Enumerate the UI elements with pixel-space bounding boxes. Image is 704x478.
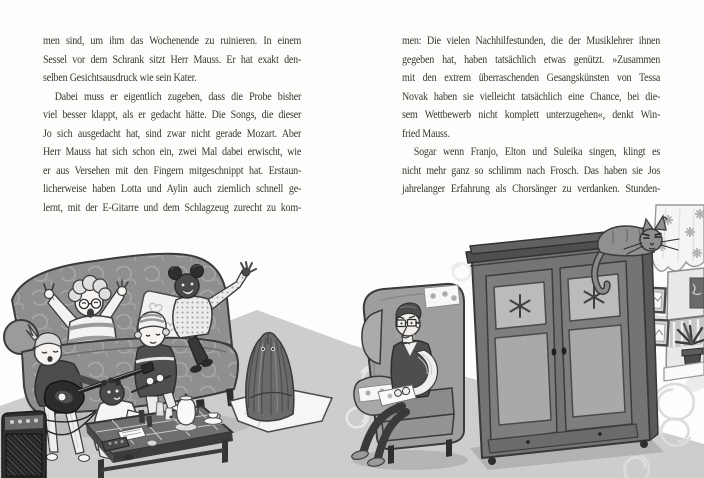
text-line: men sind, um ihm das Wochenende zu ruinieren. In einem [43,33,302,47]
text-line: Sessel vor dem Schrank sitzt Herr Mauss. Er hat exakt den- [43,51,302,66]
text-line: men: Die vielen Nachhilfestunden, die der Musiklehrer ihnen [402,33,661,47]
amp-grille [6,434,42,476]
text-line: Herr Mauss hat sich schon ein, zwei Mal dabei erwischt, wie [43,144,302,158]
text-line: sem Wettbewerb nicht komplett unterzugehen«, denkt Win- [402,107,661,121]
text-line: er aus Versehen mit den Fingern mitgeschnippt hat. Erstaun- [43,162,302,177]
text-line: jahrelanger Erfahrung als Chorsänger zu verdanken. Stunden- [402,181,661,195]
text-line: gegeben hat, haben tatsächlich etwas genützt. »Zusammen [402,51,661,66]
right-page-text [402,31,660,198]
text-line: Dabei muss er eigentlich zugeben, dass die Probe bisher [54,88,302,103]
text-line: nicht mehr ganz so schlimm nach Frosch. Das haben sie Jos [402,162,661,177]
text-line: mit den extrem überraschenden Gesangskünsten von Tessa [402,70,661,84]
window [664,268,704,381]
glasses [79,299,88,308]
text-line: Sogar wenn Franjo, Elton und Suleika singen, klingt es [413,144,661,158]
checkered-top [173,296,212,338]
text-line: fried Mauss. [402,125,450,140]
text-line: viel besser klappt, als er gedacht hätte. Die Songs, die dieser [43,107,302,121]
text-line: lernt, mit der E-Gitarre und dem Schlagzeug zurecht zu kom- [43,199,302,214]
singing-mouth [87,308,94,317]
wardrobe [466,228,658,465]
cookie [147,440,157,446]
text-line: selben Gesichtsausdruck wie sein Kater. [43,70,197,84]
text-line: Jo sich ausgedacht hat, sind zwar nicht gerade Mozart. Aber [43,125,302,140]
left-page-text [43,31,301,216]
toy-mouse [124,454,134,460]
text-line: licherweise haben Lotta und Aylin auch ziemlich schnell ge- [43,181,302,195]
text-line: Novak haben sie vielleicht tatsächlich eine Chance, bei die- [402,88,661,103]
